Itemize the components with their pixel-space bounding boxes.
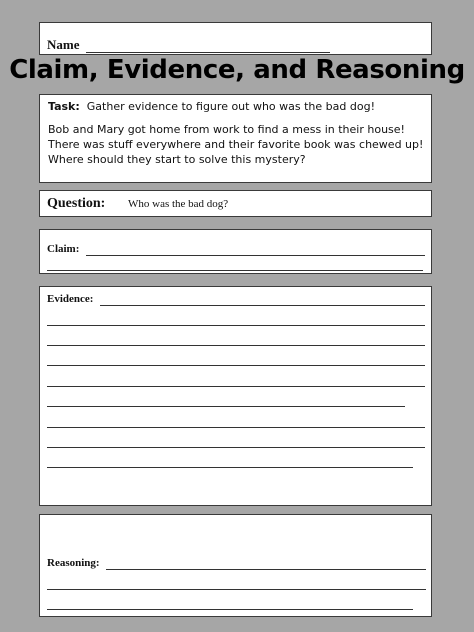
evidence-answer-line[interactable] [47,386,425,387]
evidence-answer-line[interactable] [47,345,425,346]
evidence-answer-line[interactable] [100,305,425,306]
page-title: Claim, Evidence, and Reasoning [9,55,465,85]
name-label: Name [47,37,80,52]
reasoning-answer-line[interactable] [106,569,426,570]
task-story: Bob and Mary got home from work to find a mess in their house! There was stuff everywhere and their favorite book was chewed up! Where should they start to solve this mystery? [48,123,424,166]
evidence-answer-line[interactable] [47,467,413,468]
evidence-answer-line[interactable] [47,427,425,428]
name-section [39,22,432,55]
evidence-answer-line[interactable] [47,365,425,366]
evidence-section [39,286,432,506]
evidence-answer-line[interactable] [47,325,425,326]
evidence-answer-line[interactable] [47,447,425,448]
question-label: Question: [47,196,106,211]
claim-answer-line[interactable] [86,255,425,256]
task-section [39,94,432,183]
reasoning-answer-line[interactable] [47,589,426,590]
task-label: Task: [48,100,80,113]
task-prompt: Gather evidence to figure out who was the bad dog! [86,100,375,113]
question-section [39,190,432,217]
reasoning-label: Reasoning: [47,557,100,569]
claim-label: Claim: [47,243,80,255]
evidence-label: Evidence: [47,293,94,305]
evidence-answer-line[interactable] [47,406,405,407]
question-text: Who was the bad dog? [128,198,229,210]
reasoning-section [39,514,432,617]
reasoning-answer-line[interactable] [47,609,413,610]
claim-answer-line[interactable] [47,270,423,271]
claim-section [39,229,432,274]
